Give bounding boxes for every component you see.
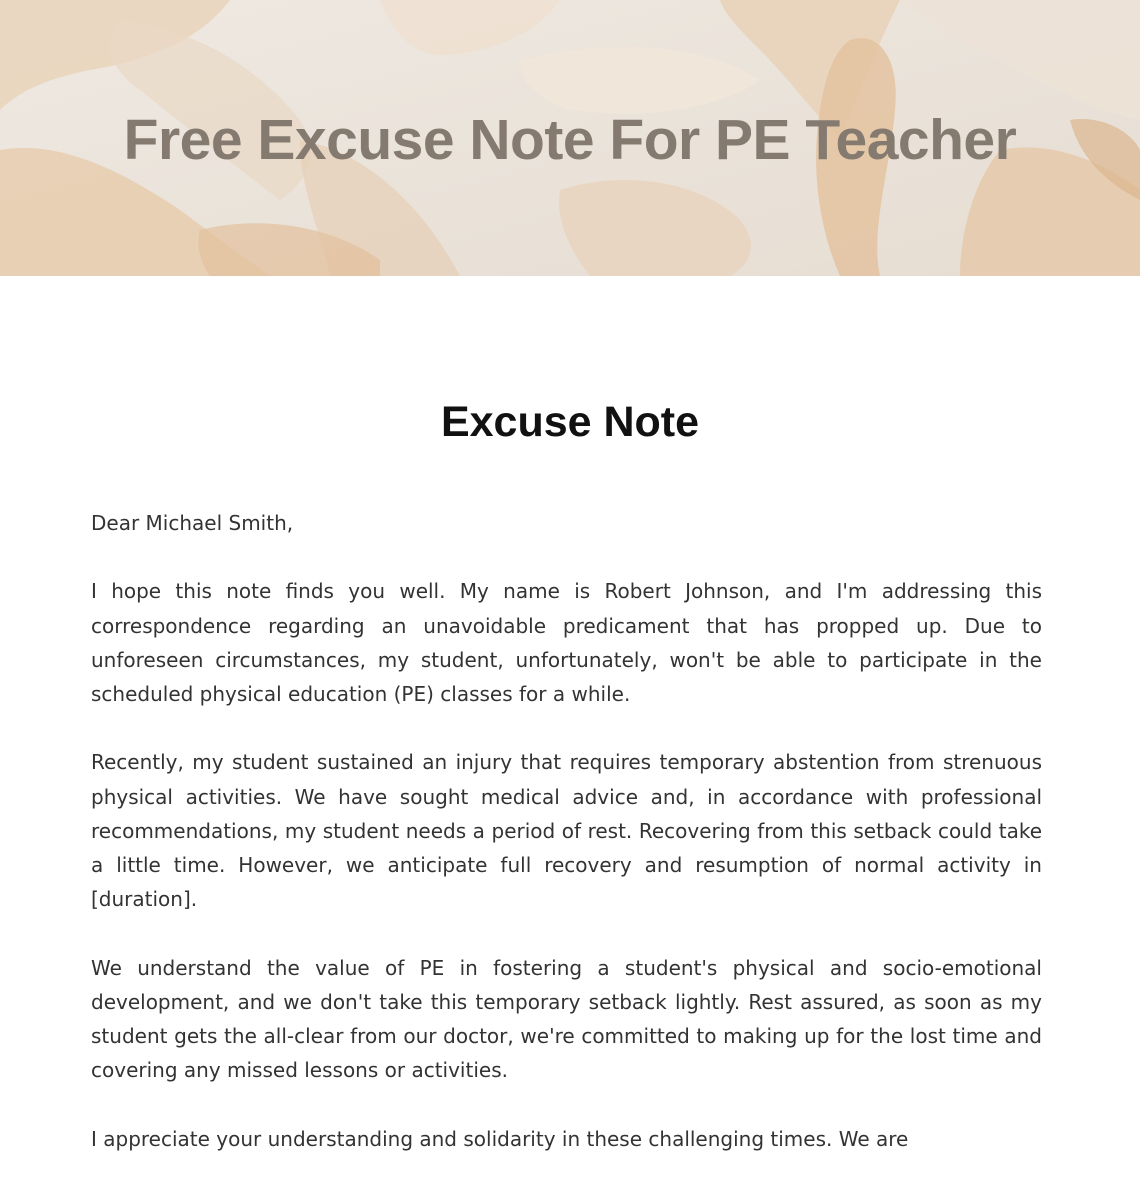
salutation: Dear Michael Smith, [91,511,294,535]
header-banner [0,0,1140,276]
letter-body [91,506,1042,1190]
paragraph-closing: I appreciate your understanding and solidarity in these challenging times. We are [91,1126,909,1151]
paragraph-injury: Recently, my student sustained an injury that requires temporary abstention from strenuous physical activities. We have sought medical advice and, in accordance with professional recommendations, my student needs a period of rest. Recovering from this setback could take a little time. However, we anticipate full recovery and resumption of normal activity in [duration]. [91,750,1042,912]
document-title: Excuse Note [440,398,700,446]
paragraph-intro: I hope this note finds you well. My name is Robert Johnson, and I'm addressing this correspondence regarding an unavoidable predicament that has propped up. Due to unforeseen circumstances, my student, unfortunately, won't be able to participate in the scheduled physical education (PE) classes for a while. [91,579,1042,706]
banner-title: Free Excuse Note For PE Teacher [123,108,1017,172]
paragraph-commitment: We understand the value of PE in fostering a student's physical and socio-emotional development, and we don't take this temporary setback lightly. Rest assured, as soon as my student gets the all-clear from our doctor, we're committed to making up for the lost time and covering any missed lessons or activities. [91,955,1042,1083]
